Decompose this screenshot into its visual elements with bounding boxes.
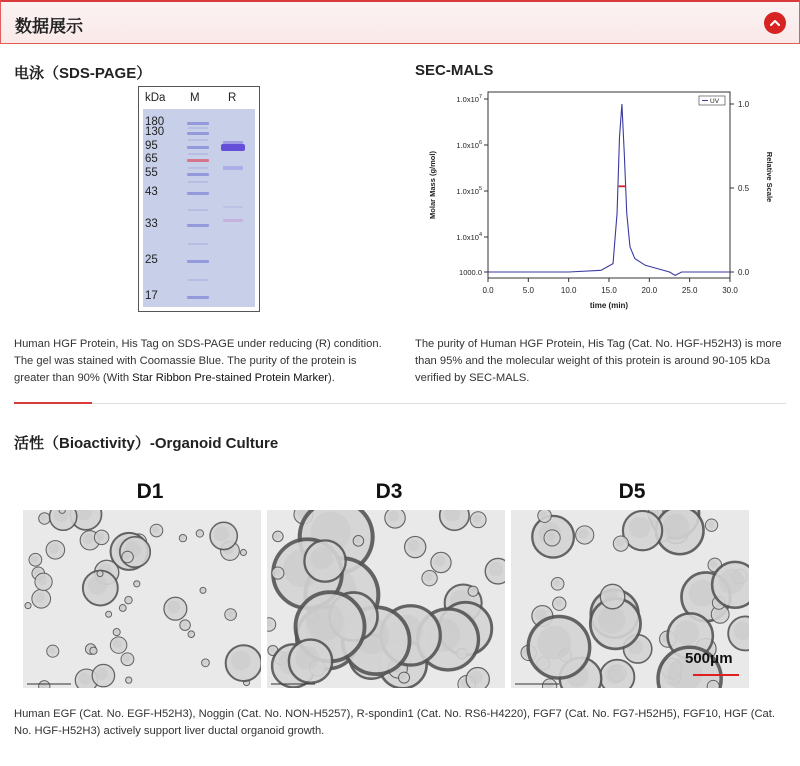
x-tick-label: 30.0	[722, 286, 738, 295]
marker-label: 43	[145, 186, 158, 198]
scale-bar-label: 500μm	[685, 650, 733, 667]
sec-caption: The purity of Human HGF Protein, His Tag (Cat. No. HGF-H52H3) is more than 95% and the molecular weight of this protein is around 90-105 kDa verified by SEC-MALS.	[415, 338, 782, 384]
scale-bar	[693, 674, 739, 676]
x-tick-label: 25.0	[681, 286, 698, 295]
marker-label: 180	[145, 116, 165, 128]
plot-frame	[488, 92, 730, 278]
ladder-band	[187, 260, 209, 263]
y-tick-label: $1.0x10^6$	[456, 140, 482, 150]
x-tick-label: 20.0	[641, 286, 658, 295]
sds-caption	[14, 336, 394, 387]
micrograph-d5	[511, 510, 749, 688]
y2-tick-label: 0.0	[738, 268, 750, 277]
ladder-band	[187, 159, 209, 162]
section-header	[0, 0, 800, 44]
marker-label: 95	[145, 140, 158, 152]
divider-accent	[14, 402, 92, 404]
y2-axis-label: Relative Scale	[765, 151, 774, 203]
lane-r-label: R	[228, 92, 237, 104]
day-label-d1: D1	[136, 480, 164, 503]
y-axis-label: Molar Mass (g/mol)	[428, 151, 437, 219]
ladder-band	[187, 173, 209, 176]
y-tick-label: 1000.0	[459, 268, 482, 277]
x-tick-label: 15.0	[601, 286, 617, 295]
day-label-d5: D5	[618, 480, 646, 503]
marker-label: 25	[145, 254, 158, 266]
marker-label: 55	[145, 167, 158, 179]
marker-label: 33	[145, 218, 158, 230]
y-tick-label: $1.0x10^5$	[456, 186, 482, 196]
sds-gel-image	[138, 86, 260, 312]
y-tick-label: $1.0x10^7$	[456, 94, 482, 104]
x-tick-label: 0.0	[482, 286, 494, 295]
sec-mals-title: SEC-MALS	[415, 62, 494, 79]
page-title: 数据展示	[15, 17, 83, 36]
kda-label: kDa	[145, 92, 166, 104]
collapse-button[interactable]	[764, 12, 786, 34]
sds-page-title: 电泳（SDS-PAGE）	[14, 65, 152, 82]
sds-caption-text: Human HGF Protein, His Tag on SDS-PAGE under reducing (R) condition. The gel was stained with Coomassie Blue. The purity of the protein is greater than 90% (With	[14, 338, 382, 384]
sec-mals-chart	[415, 86, 785, 326]
x-axis-label: time (min)	[589, 301, 629, 310]
bioactivity-title: 活性（Bioactivity）-Organoid Culture	[14, 435, 279, 452]
legend-label: UV	[710, 98, 720, 105]
micrograph-d3	[267, 510, 505, 688]
ladder-band	[187, 296, 209, 299]
ladder-band	[187, 192, 209, 195]
y-tick-label: $1.0x10^4$	[456, 232, 482, 242]
bioactivity-caption: Human EGF (Cat. No. EGF-H52H3), Noggin (Cat. No. NON-H5257), R-spondin1 (Cat. No. RS6-H4220), FGF7 (Cat. No. FG7-H52H5), FGF10, HGF (Cat. No. HGF-H52H3) actively support liver ductal organoid growth.	[14, 708, 775, 737]
gel-background	[143, 109, 255, 307]
sds-caption-end: ).	[328, 372, 335, 384]
marker-label: 17	[145, 290, 158, 302]
gel-bands	[143, 109, 255, 307]
ladder-band	[187, 132, 209, 135]
marker-label: 65	[145, 153, 158, 165]
section-divider	[14, 403, 786, 404]
lane-m-label: M	[190, 92, 200, 104]
chevron-up-icon	[769, 17, 781, 29]
uv-series-line	[488, 104, 730, 275]
ladder-band	[187, 224, 209, 227]
ladder-band	[187, 122, 209, 125]
y2-tick-label: 1.0	[738, 100, 750, 109]
marker-link[interactable]: Star Ribbon Pre-stained Protein Marker	[132, 372, 329, 384]
x-tick-label: 10.0	[560, 286, 577, 295]
micrograph-d1	[23, 510, 261, 688]
ladder-band	[187, 146, 209, 149]
y2-tick-label: 0.5	[738, 184, 750, 193]
day-label-d3: D3	[375, 480, 403, 503]
marker-label: 130	[145, 126, 165, 138]
x-tick-label: 5.0	[522, 286, 534, 295]
